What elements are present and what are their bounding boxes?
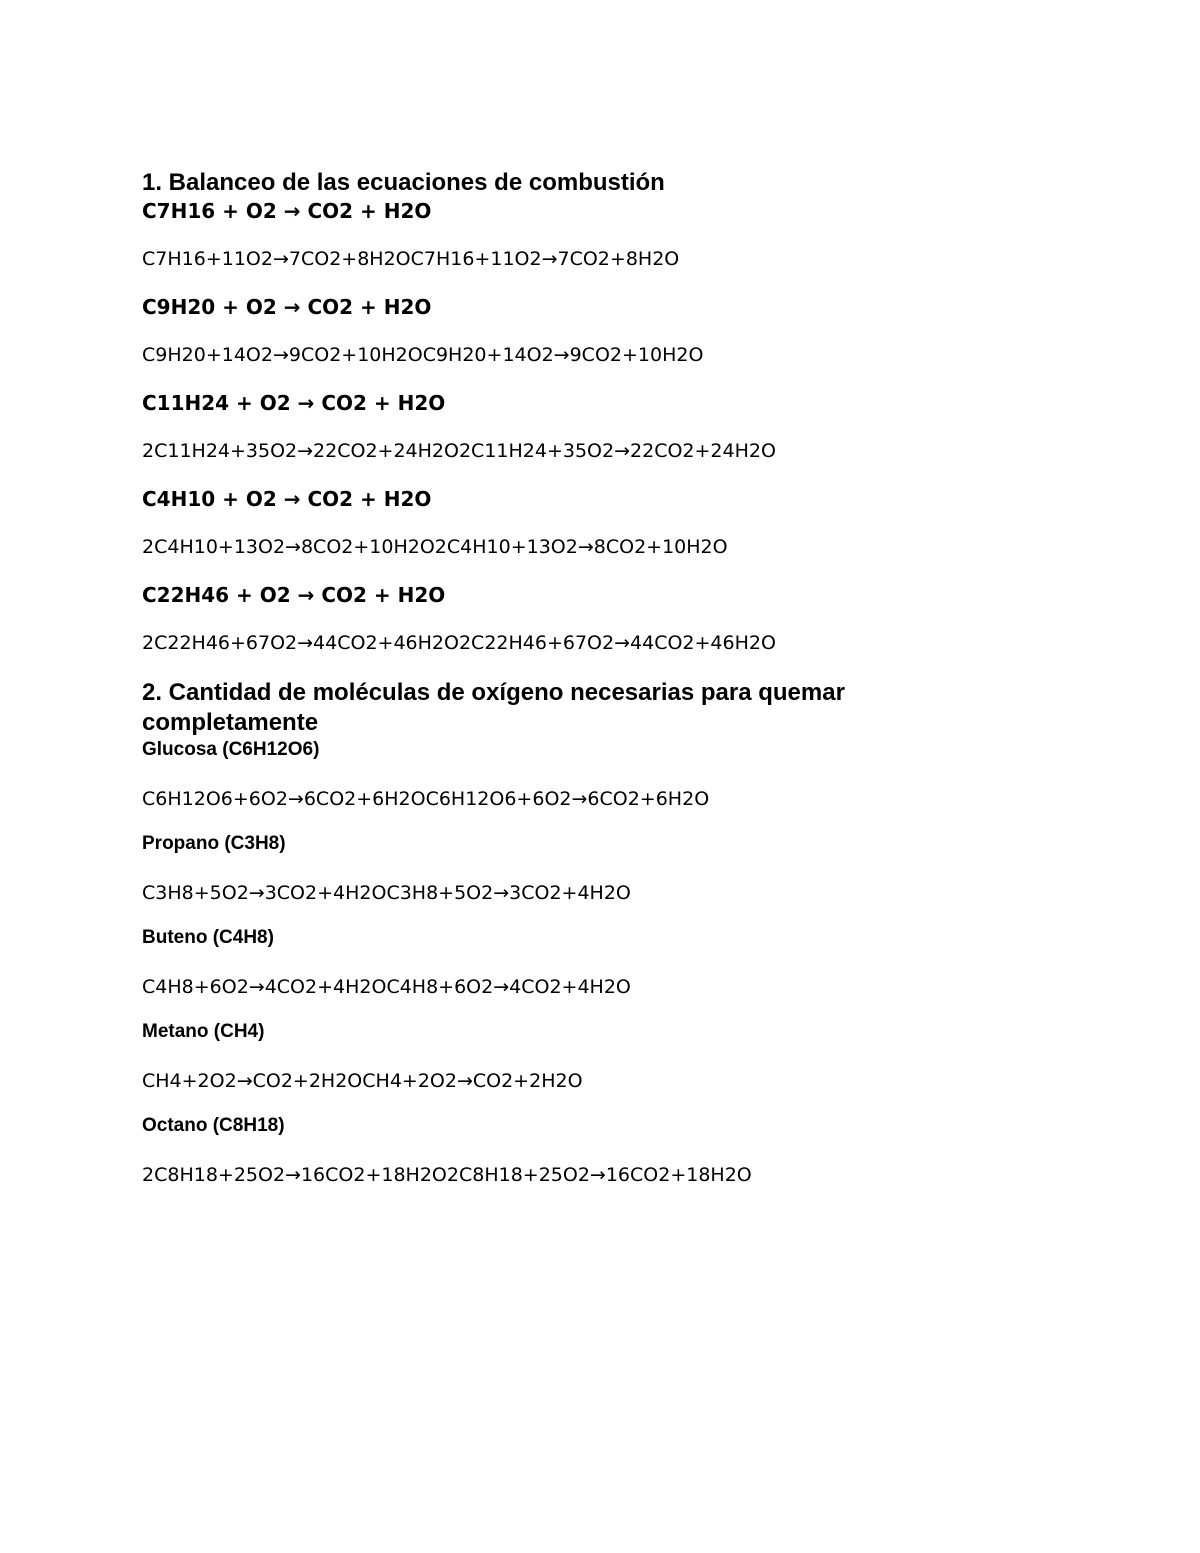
- equation-block-4: [142, 486, 1042, 560]
- compound-name: Propano (C3H8): [142, 833, 286, 854]
- unbalanced-equation: C4H10 + O2 → CO2 + H2O: [142, 487, 432, 511]
- combustion-equation: C6H12O6+6O2→6CO2+6H2OC6H12O6+6O2→6CO2+6H2O: [142, 788, 710, 810]
- unbalanced-equation: C7H16 + O2 → CO2 + H2O: [142, 199, 432, 223]
- equation-block-2: [142, 294, 1042, 368]
- section-2-heading: 2. Cantidad de moléculas de oxígeno necesarias para quemar completamente: [142, 679, 845, 736]
- section-1-heading: 1. Balanceo de las ecuaciones de combustión: [142, 169, 665, 196]
- compound-block-metano: [142, 1020, 1042, 1094]
- equation-block-5: [142, 582, 1042, 656]
- combustion-equation: CH4+2O2→CO2+2H2OCH4+2O2→CO2+2H2O: [142, 1070, 583, 1092]
- balanced-equation: 2C11H24+35O2→22CO2+24H2O2C11H24+35O2→22CO2+24H2O: [142, 440, 776, 462]
- unbalanced-equation: C22H46 + O2 → CO2 + H2O: [142, 583, 446, 607]
- compound-name: Buteno (C4H8): [142, 927, 274, 948]
- document-body: [142, 168, 1042, 1208]
- compound-block-glucosa: [142, 738, 1042, 812]
- compound-name: Glucosa (C6H12O6): [142, 739, 320, 760]
- balanced-equation: C7H16+11O2→7CO2+8H2OC7H16+11O2→7CO2+8H2O: [142, 248, 680, 270]
- unbalanced-equation: C11H24 + O2 → CO2 + H2O: [142, 391, 446, 415]
- equation-block-3: [142, 390, 1042, 464]
- balanced-equation: 2C4H10+13O2→8CO2+10H2O2C4H10+13O2→8CO2+10H2O: [142, 536, 728, 558]
- equation-block-1: [142, 198, 1042, 272]
- combustion-equation: 2C8H18+25O2→16CO2+18H2O2C8H18+25O2→16CO2+18H2O: [142, 1164, 752, 1186]
- combustion-equation: C4H8+6O2→4CO2+4H2OC4H8+6O2→4CO2+4H2O: [142, 976, 631, 998]
- compound-name: Octano (C8H18): [142, 1115, 285, 1136]
- compound-block-buteno: [142, 926, 1042, 1000]
- balanced-equation: C9H20+14O2→9CO2+10H2OC9H20+14O2→9CO2+10H2O: [142, 344, 704, 366]
- combustion-equation: C3H8+5O2→3CO2+4H2OC3H8+5O2→3CO2+4H2O: [142, 882, 631, 904]
- balanced-equation: 2C22H46+67O2→44CO2+46H2O2C22H46+67O2→44CO2+46H2O: [142, 632, 776, 654]
- unbalanced-equation: C9H20 + O2 → CO2 + H2O: [142, 295, 432, 319]
- compound-name: Metano (CH4): [142, 1021, 265, 1042]
- compound-block-octano: [142, 1114, 1042, 1188]
- compound-block-propano: [142, 832, 1042, 906]
